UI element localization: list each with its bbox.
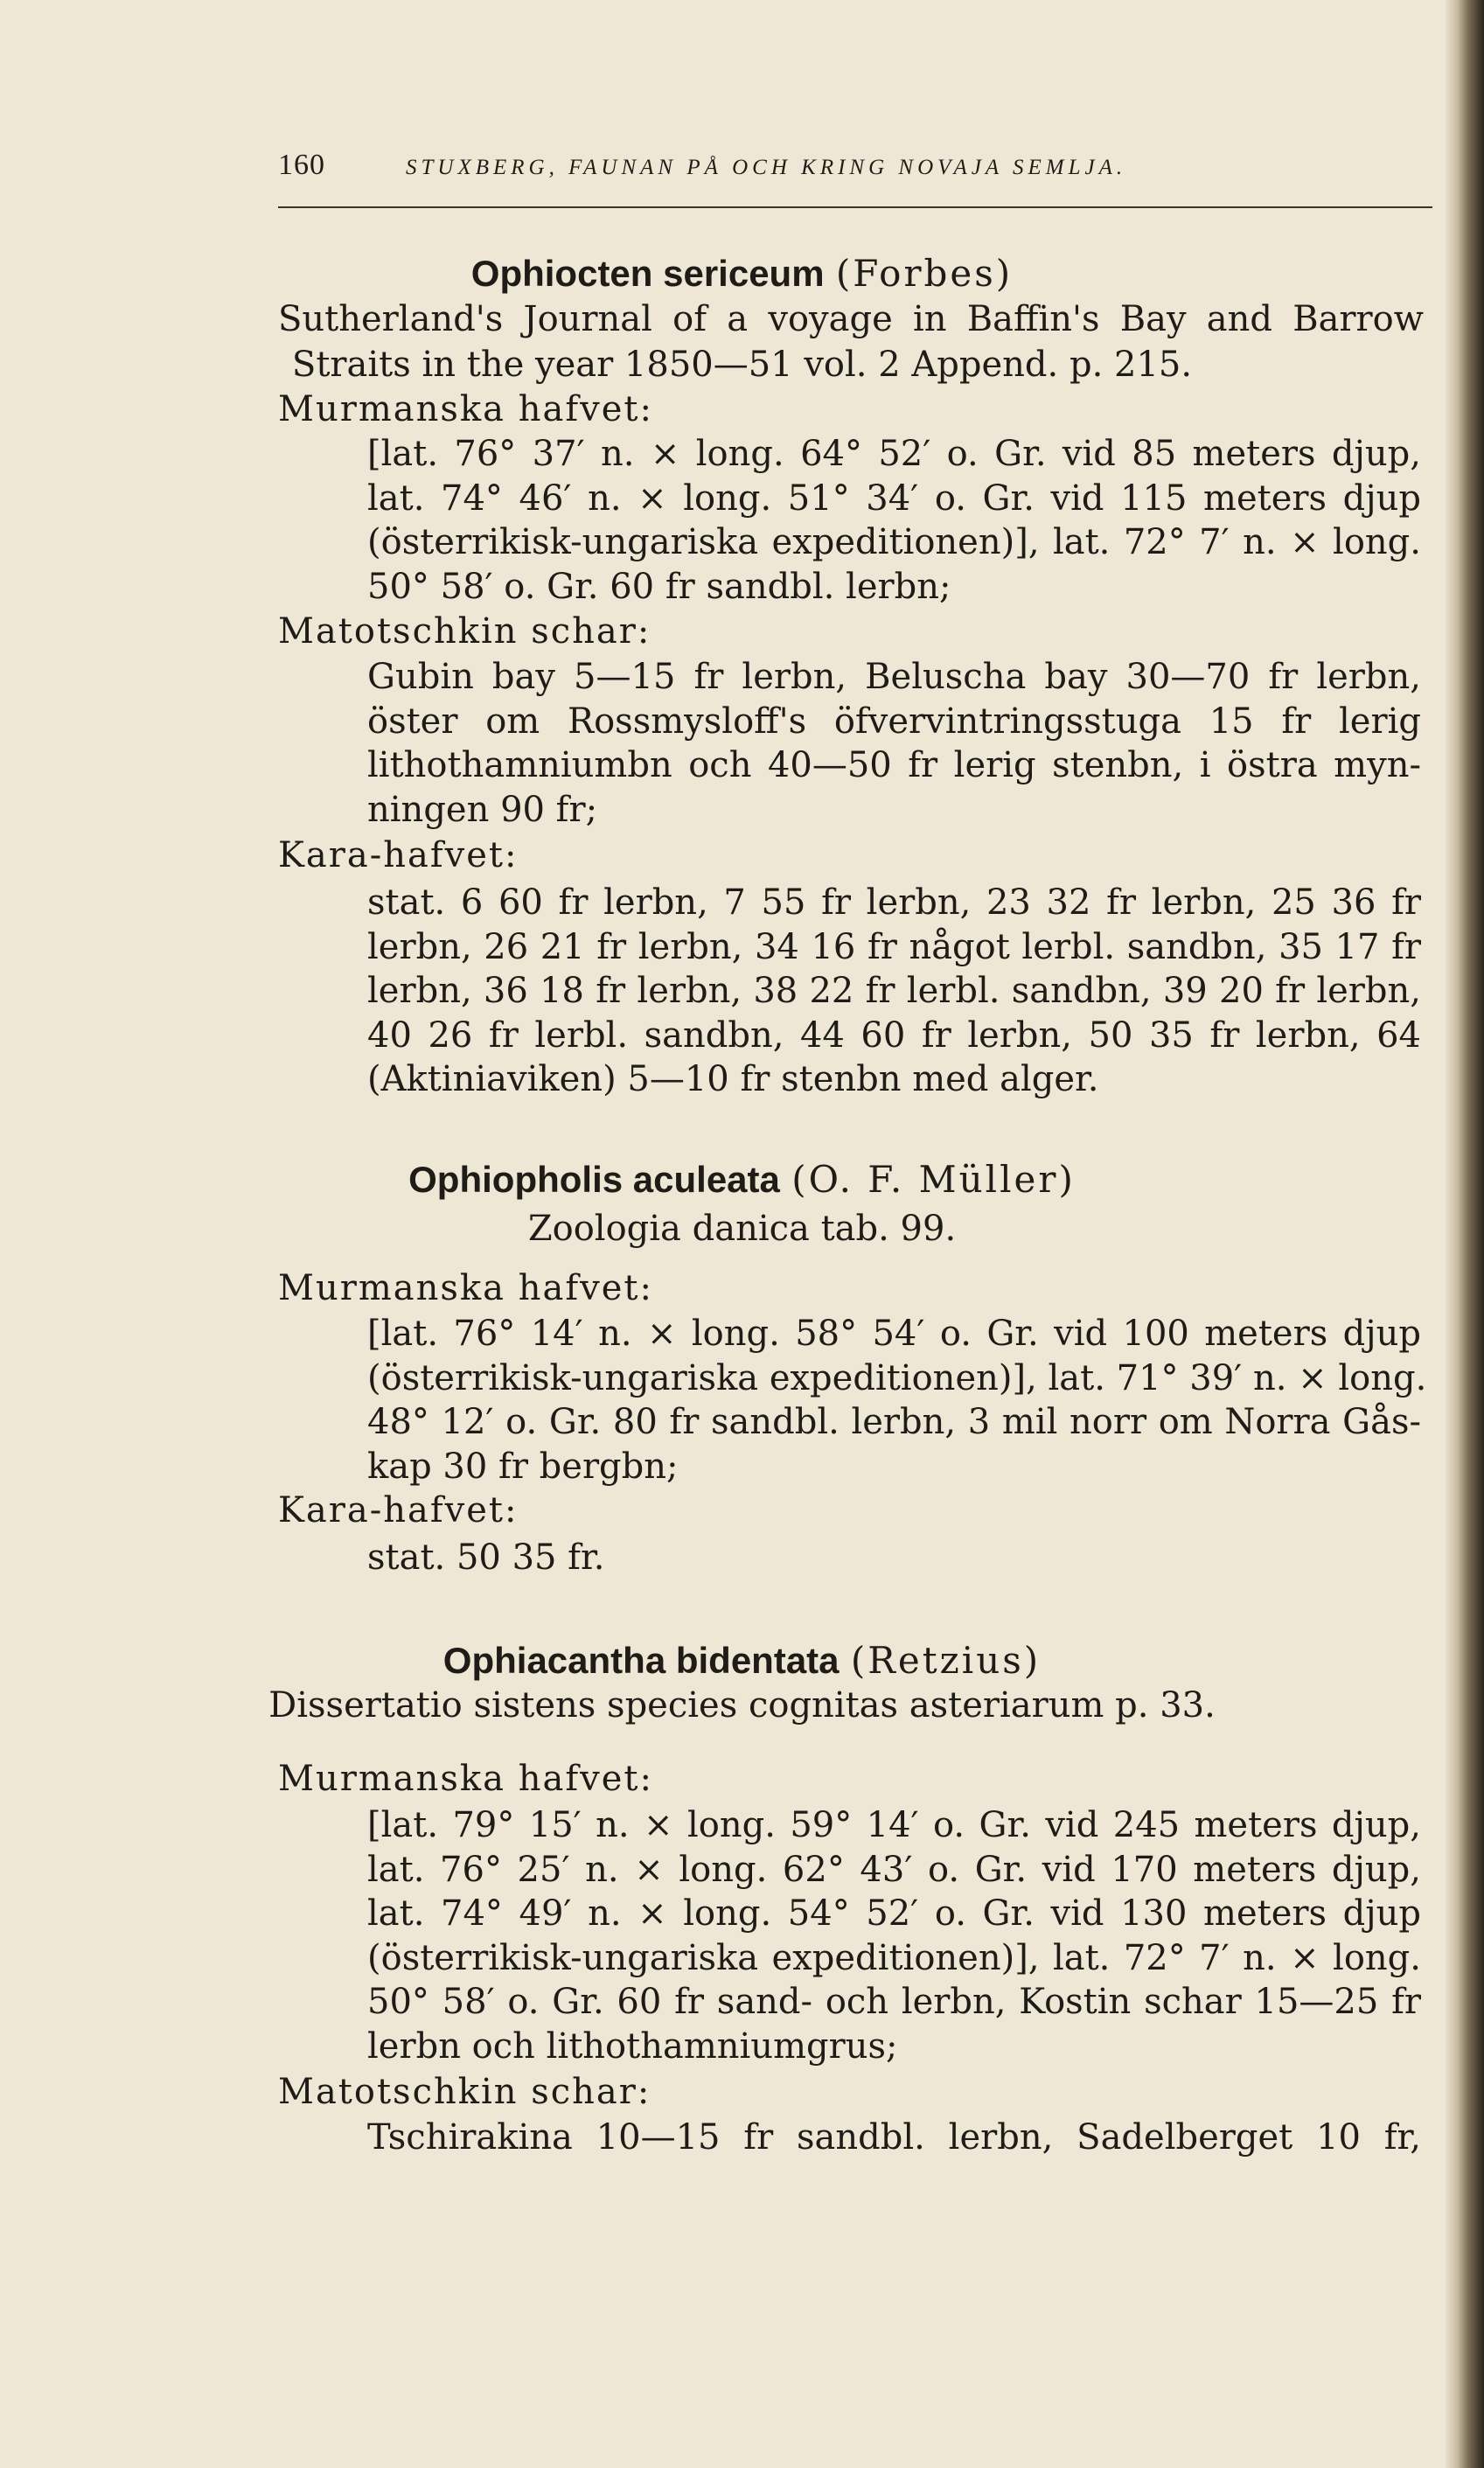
text-line: kap 30 fr bergbn; — [367, 1446, 679, 1487]
text-line: stat. 50 35 fr. — [367, 1537, 605, 1578]
section-label: Kara-hafvet: — [278, 835, 519, 875]
text-line: stat. 6 60 fr lerbn, 7 55 fr lerbn, 23 32 fr lerbn, 25 36 fr — [367, 882, 1421, 923]
section-label: Murmanska hafvet: — [278, 1268, 653, 1308]
species-name: Ophiopholis aculeata — [408, 1159, 780, 1200]
text-line: lat. 76° 25′ n. × long. 62° 43′ o. Gr. vid 170 meters djup, — [367, 1849, 1421, 1890]
citation-line: Sutherland's Journal of a voyage in Baffin's Bay and Barrow — [278, 299, 1424, 339]
locality-paragraph — [367, 881, 1421, 1102]
species-citation — [0, 1207, 1484, 1251]
species-citation-cont — [0, 343, 1484, 387]
running-header — [278, 149, 1370, 192]
text-line: 50° 58′ o. Gr. 60 fr sandbl. lerbn; — [367, 566, 951, 607]
species-name: Ophiocten sericeum — [470, 253, 825, 294]
text-line: lerbn och lithothamniumgrus; — [367, 2025, 898, 2067]
text-line: lerbn, 26 21 fr lerbn, 34 16 fr något lerbl. sandbn, 35 17 fr — [367, 926, 1421, 967]
section-label: Murmanska hafvet: — [278, 389, 653, 429]
text-line: lat. 74° 46′ n. × long. 51° 34′ o. Gr. vid 115 meters djup — [367, 478, 1421, 519]
species-title — [0, 1637, 1484, 1684]
locality-paragraph — [367, 1536, 1421, 1580]
text-line: 48° 12′ o. Gr. 80 fr sandbl. lerbn, 3 mil norr om Norra Gås- — [367, 1402, 1421, 1442]
text-line: Gubin bay 5—15 fr lerbn, Beluscha bay 30—70 fr lerbn, — [367, 657, 1421, 697]
section-label: Kara-hafvet: — [278, 1490, 519, 1530]
species-citation — [0, 1684, 1484, 1727]
text-line: (österrikisk-ungariska expeditionen)], lat. 72° 7′ n. × long. — [367, 1937, 1421, 1978]
text-line: (österrikisk-ungariska expeditionen)], lat. 71° 39′ n. × long. — [367, 1357, 1427, 1398]
species-title — [0, 250, 1484, 297]
text-line: (österrikisk-ungariska expeditionen)], lat. 72° 7′ n. × long. — [367, 522, 1421, 562]
citation-line: Straits in the year 1850—51 vol. 2 Append. p. 215. — [291, 345, 1193, 385]
text-line: [lat. 76° 37′ n. × long. 64° 52′ o. Gr. vid 85 meters djup, — [367, 434, 1421, 474]
text-line: lat. 74° 49′ n. × long. 54° 52′ o. Gr. vid 130 meters djup — [367, 1893, 1421, 1934]
species-author: (O. F. Müller) — [791, 1158, 1076, 1201]
text-line: ningen 90 fr; — [367, 789, 598, 830]
species-title — [0, 1156, 1484, 1203]
locality-paragraph — [367, 432, 1421, 609]
locality-paragraph — [367, 2116, 1421, 2160]
section-label: Matotschkin schar: — [278, 2072, 651, 2112]
section-label: Matotschkin schar: — [278, 611, 651, 652]
running-title: STUXBERG, FAUNAN PÅ OCH KRING NOVAJA SEMLJA. — [406, 156, 1127, 179]
header-rule — [278, 206, 1432, 208]
page-number: 160 — [278, 149, 325, 181]
locality-paragraph — [367, 1312, 1427, 1488]
text-line: 40 26 fr lerbl. sandbn, 44 60 fr lerbn, 50 35 fr lerbn, 64 — [367, 1014, 1421, 1056]
text-line: Tschirakina 10—15 fr sandbl. lerbn, Sadelberget 10 fr, — [367, 2117, 1421, 2158]
text-line: öster om Rossmysloff's öfvervintringsstuga 15 fr lerig — [367, 701, 1421, 742]
citation-line: Zoologia danica tab. 99. — [527, 1209, 957, 1249]
locality-paragraph — [367, 655, 1421, 832]
text-line: [lat. 76° 14′ n. × long. 58° 54′ o. Gr. vid 100 meters djup — [367, 1314, 1421, 1354]
text-line: lerbn, 36 18 fr lerbn, 38 22 fr lerbl. sandbn, 39 20 fr lerbn, — [367, 971, 1421, 1011]
species-author: (Retzius) — [850, 1639, 1042, 1682]
text-line: 50° 58′ o. Gr. 60 fr sand- och lerbn, Kostin schar 15—25 fr — [367, 1982, 1421, 2022]
species-name: Ophiacantha bidentata — [442, 1640, 840, 1681]
text-line: (Aktiniaviken) 5—10 fr stenbn med alger. — [367, 1059, 1099, 1099]
species-author: (Forbes) — [835, 252, 1014, 295]
species-citation — [278, 297, 1424, 342]
section-label: Murmanska hafvet: — [278, 1759, 653, 1799]
text-line: [lat. 79° 15′ n. × long. 59° 14′ o. Gr. vid 245 meters djup, — [367, 1805, 1421, 1845]
citation-line: Dissertatio sistens species cognitas asteriarum p. 33. — [268, 1685, 1216, 1726]
locality-paragraph — [367, 1803, 1421, 2068]
text-line: lithothamniumbn och 40—50 fr lerig stenbn, i östra myn- — [367, 745, 1421, 785]
